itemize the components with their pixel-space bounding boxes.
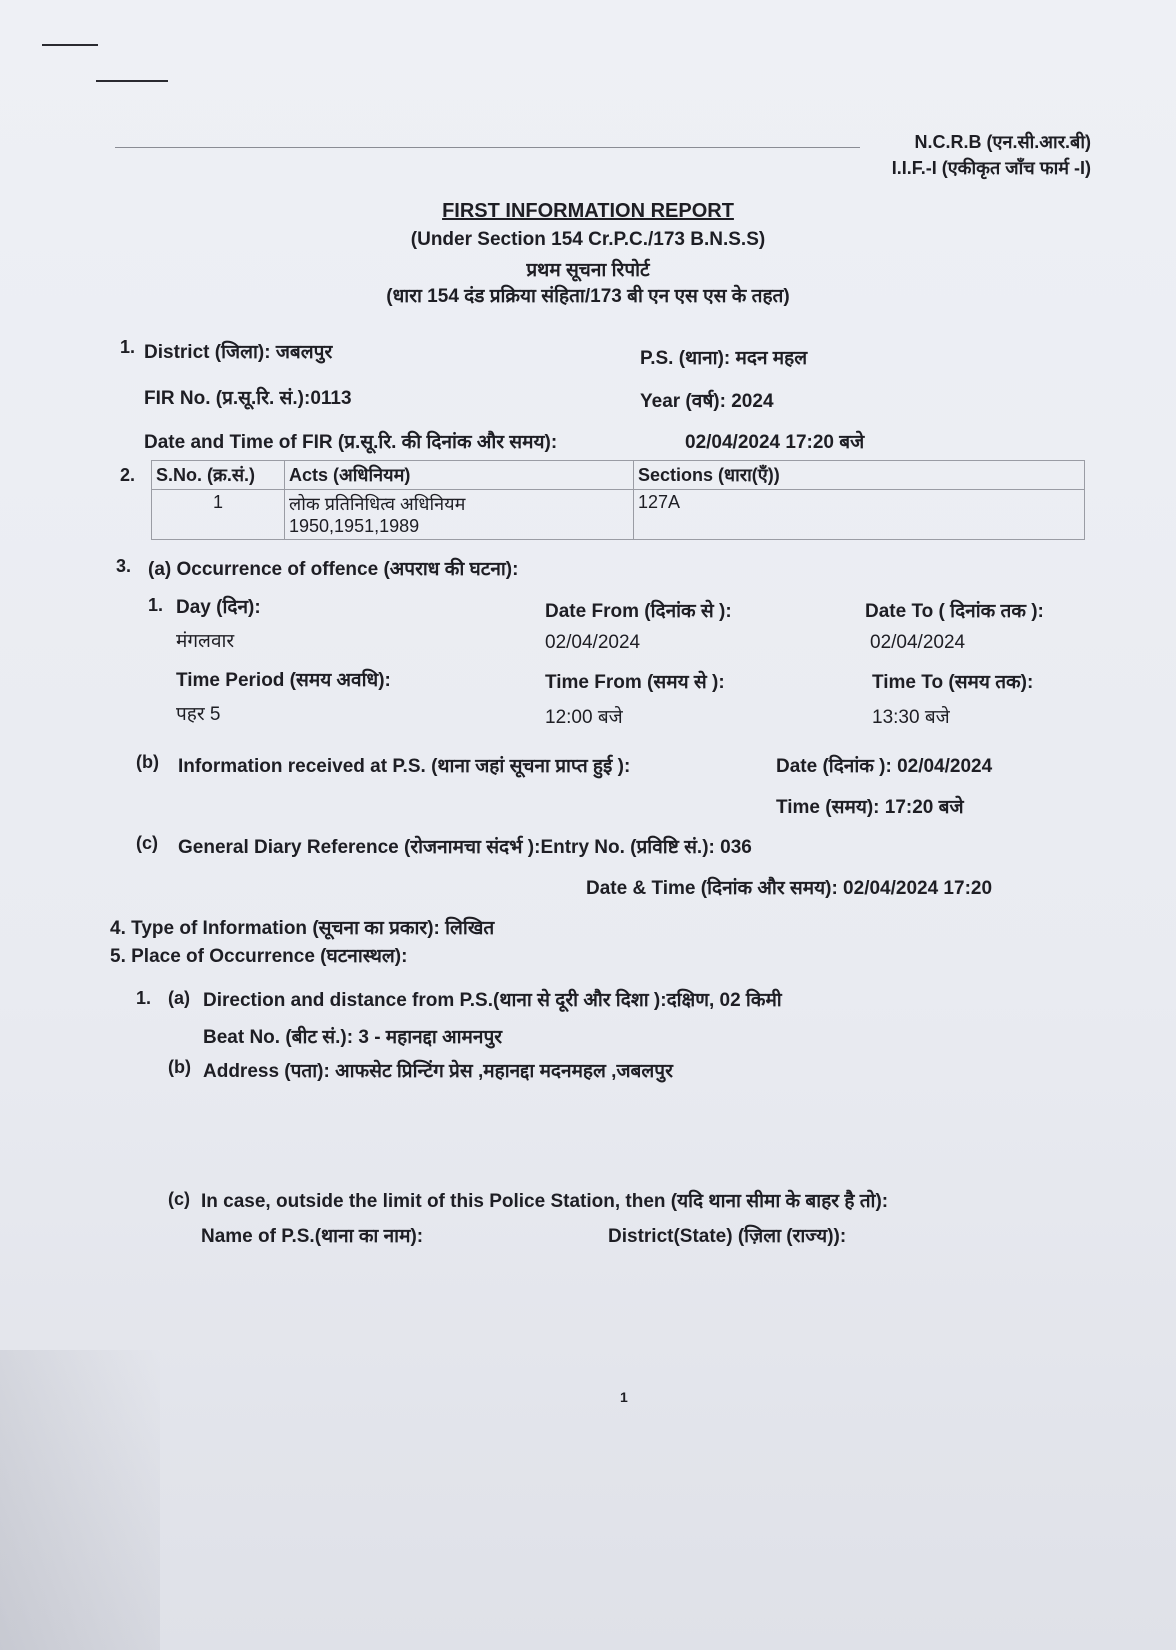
info-received-number: (b) [136, 752, 159, 772]
header-acts: Acts (अधिनियम) [285, 461, 634, 490]
date-to-value: 02/04/2024 [870, 632, 966, 653]
time-period-label: Time Period (समय अवधि): [176, 670, 391, 691]
time-to-label: Time To (समय तक): [872, 672, 1034, 693]
header-rule [115, 147, 860, 148]
police-station-field: P.S. (थाना): मदन महल [640, 348, 808, 369]
header-sno: S.No. (क्र.सं.) [152, 461, 285, 490]
section-2-number: 2. [120, 465, 136, 485]
fir-number-field: FIR No. (प्र.सू.रि. सं.):0113 [144, 388, 352, 409]
beat-number: Beat No. (बीट सं.): 3 - महानद्दा आमनपुर [203, 1027, 503, 1048]
report-section-hi: (धारा 154 दंड प्रक्रिया संहिता/173 बी एन एस एस के तहत) [386, 286, 790, 307]
time-period-value: पहर 5 [176, 704, 221, 725]
row-sno: 1 [152, 490, 285, 540]
place-of-occurrence-title: 5. Place of Occurrence (घटनास्थल): [110, 946, 408, 967]
time-from-value: 12:00 बजे [545, 707, 623, 728]
report-title-hi: प्रथम सूचना रिपोर्ट [526, 260, 650, 281]
place-sub-number: 1. [136, 988, 152, 1008]
occurrence-sub-number: 1. [148, 595, 164, 615]
address-number: (b) [168, 1057, 191, 1077]
direction-number: (a) [168, 988, 190, 1008]
fir-datetime-value: 02/04/2024 17:20 बजे [685, 432, 865, 453]
district-field: District (जिला): जबलपुर [144, 342, 333, 363]
pen-mark [96, 80, 168, 82]
general-diary-label: General Diary Reference (रोजनामचा संदर्भ ):Entry No. (प्रविष्टि सं.): 036 [178, 837, 752, 858]
acts-table [151, 460, 1085, 540]
row-act [285, 490, 634, 540]
ncrb-label: N.C.R.B (एन.सी.आर.बी) [914, 132, 1091, 152]
row-act-line1: लोक प्रतिनिधित्व अधिनियम [289, 494, 466, 514]
report-section-en: (Under Section 154 Cr.P.C./173 B.N.S.S) [410, 229, 766, 250]
pen-mark [42, 44, 98, 46]
header-sections: Sections (धारा(एँ)) [634, 461, 1085, 490]
time-from-label: Time From (समय से ): [545, 672, 725, 693]
general-diary-datetime: Date & Time (दिनांक और समय): 02/04/2024 17:20 [586, 878, 993, 899]
direction-distance: Direction and distance from P.S.(थाना से दूरी और दिशा ):दक्षिण, 02 किमी [203, 990, 782, 1011]
outside-limit-label: In case, outside the limit of this Police Station, then (यदि थाना सीमा के बाहर है तो): [201, 1191, 889, 1212]
section-3-number: 3. [116, 556, 132, 576]
info-received-label: Information received at P.S. (थाना जहां सूचना प्राप्त हुई ): [178, 756, 631, 777]
day-value: मंगलवार [176, 631, 235, 652]
page-shadow [0, 1350, 160, 1650]
info-received-time: Time (समय): 17:20 बजे [776, 797, 964, 818]
table-row [152, 490, 1085, 540]
general-diary-number: (c) [136, 833, 158, 853]
information-type: 4. Type of Information (सूचना का प्रकार): लिखित [110, 918, 495, 939]
date-from-value: 02/04/2024 [545, 632, 641, 653]
row-section: 127A [634, 490, 1085, 540]
day-label: Day (दिन): [176, 597, 261, 618]
date-to-label: Date To ( दिनांक तक ): [865, 601, 1044, 622]
outside-limit-number: (c) [168, 1189, 190, 1209]
ps-name-label: Name of P.S.(थाना का नाम): [201, 1226, 424, 1247]
iif-label: I.I.F.-I (एकीकृत जाँच फार्म -I) [891, 158, 1091, 178]
report-title: FIRST INFORMATION REPORT [442, 200, 734, 222]
row-act-line2: 1950,1951,1989 [289, 516, 420, 536]
info-received-date: Date (दिनांक ): 02/04/2024 [776, 756, 993, 777]
occurrence-label: (a) Occurrence of offence (अपराध की घटना): [148, 559, 519, 580]
year-field: Year (वर्ष): 2024 [640, 391, 774, 412]
fir-datetime-label: Date and Time of FIR (प्र.सू.रि. की दिनांक और समय): [144, 432, 558, 453]
address: Address (पता): आफसेट प्रिन्टिंग प्रेस ,महानद्दा मदनमहल ,जबलपुर [203, 1061, 673, 1082]
table-header-row [152, 461, 1085, 490]
page-number: 1 [620, 1389, 628, 1405]
time-to-value: 13:30 बजे [872, 707, 950, 728]
section-1-number: 1. [120, 337, 136, 357]
district-state-label: District(State) (ज़िला (राज्य)): [608, 1226, 847, 1247]
date-from-label: Date From (दिनांक से ): [545, 601, 732, 622]
